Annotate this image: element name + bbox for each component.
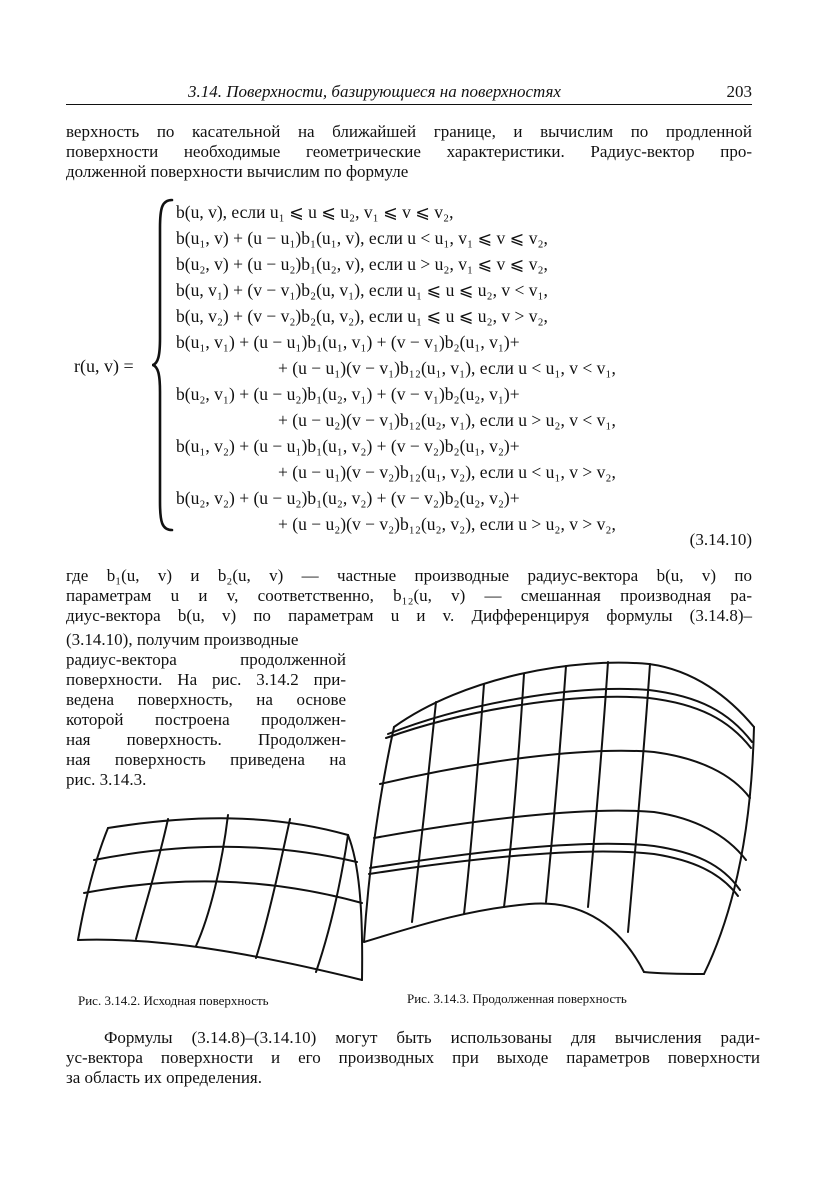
grid-line	[364, 903, 644, 972]
equation-case: b(u₁, v₁) + (u − u₁)b₁(u₁, v₁) + (v − v₁)b₂(u₁, v₁)+	[176, 332, 520, 352]
text-line: где b₁(u, v) и b₂(u, v) — частные производные радиус-вектора b(u, v) по	[66, 566, 752, 585]
equation-case: b(u₁, v₂) + (u − u₁)b₁(u₁, v₂) + (v − v₂)b₂(u₁, v₂)+	[176, 436, 520, 456]
grid-line	[644, 972, 704, 974]
text-line: ная поверхность. Продолжен-	[66, 730, 346, 749]
equation-case: + (u − u₂)(v − v₁)b₁₂(u₂, v₁), если u > u₂, v < v₁,	[278, 410, 616, 430]
text-line: диус-вектора b(u, v) по параметрам u и v. Дифференцируя формулы (3.14.8)–	[66, 606, 752, 625]
figure-extended-surface	[354, 652, 760, 980]
header-title: 3.14. Поверхности, базирующиеся на поверхностях	[188, 82, 561, 101]
grid-line	[704, 727, 754, 974]
text-line: ведена поверхность, на основе	[66, 690, 346, 709]
text-line: долженной поверхности вычислим по формуле	[66, 162, 409, 181]
text-line: за область их определения.	[66, 1068, 262, 1087]
equation-case: + (u − u₁)(v − v₂)b₁₂(u₁, v₂), если u < u₁, v > v₂,	[278, 462, 616, 482]
running-header	[66, 82, 752, 105]
grid-line	[369, 851, 738, 896]
text-line: поверхности. На рис. 3.14.2 при-	[66, 670, 346, 689]
equation-number: (3.14.10)	[689, 530, 752, 549]
text-line: Формулы (3.14.8)–(3.14.10) могут быть использованы для вычисления ради-	[104, 1028, 760, 1047]
text-line: радиус-вектора продолженной	[66, 650, 346, 669]
grid-line	[412, 702, 436, 922]
equation-case: b(u₁, v) + (u − u₁)b₁(u₁, v), если u < u₁, v₁ ⩽ v ⩽ v₂,	[176, 228, 548, 248]
text-line: рис. 3.14.3.	[66, 770, 147, 789]
grid-line	[136, 819, 168, 939]
grid-line	[628, 664, 650, 932]
equation-case: + (u − u₁)(v − v₁)b₁₂(u₁, v₁), если u < u₁, v < v₁,	[278, 358, 616, 378]
equation-lhs: r(u, v) =	[74, 356, 134, 376]
grid-line	[504, 674, 524, 907]
grid-line	[588, 662, 608, 907]
equation-case: b(u, v), если u₁ ⩽ u ⩽ u₂, v₁ ⩽ v ⩽ v₂,	[176, 202, 454, 222]
closing-paragraph	[66, 1028, 760, 1088]
text-line: верхность по касательной на ближайшей границе, и вычислим по продленной	[66, 122, 752, 141]
text-line: ус-вектора поверхности и его производных при выходе параметров поверхности	[66, 1048, 760, 1067]
intro-paragraph	[66, 122, 752, 182]
equation-case: b(u₂, v₂) + (u − u₂)b₁(u₂, v₂) + (v − v₂)b₂(u₂, v₂)+	[176, 488, 520, 508]
grid-line	[78, 828, 108, 940]
equation-case: b(u, v₁) + (v − v₁)b₂(u, v₁), если u₁ ⩽ u ⩽ u₂, v < v₁,	[176, 280, 548, 300]
grid-line	[94, 847, 357, 862]
figure-original-surface	[70, 805, 370, 985]
page-number: 203	[726, 82, 752, 101]
grid-line	[394, 663, 754, 727]
grid-line	[380, 751, 750, 798]
text-line: (3.14.10), получим производные	[66, 630, 299, 649]
grid-line	[84, 881, 362, 903]
grid-line	[464, 684, 484, 914]
text-line: параметрам u и v, соответственно, b₁₂(u, v) — смешанная производная ра-	[66, 586, 752, 605]
equation-case: b(u, v₂) + (v − v₂)b₂(u, v₂), если u₁ ⩽ u ⩽ u₂, v > v₂,	[176, 306, 548, 326]
text-line: поверхности необходимые геометрические характеристики. Радиус-вектор про-	[66, 142, 752, 161]
body-paragraph	[66, 566, 752, 626]
equation-case: + (u − u₂)(v − v₂)b₁₂(u₂, v₂), если u > u₂, v > v₂,	[278, 514, 616, 534]
figure-caption-left: Рис. 3.14.2. Исходная поверхность	[78, 993, 269, 1008]
grid-line	[256, 819, 290, 958]
equation-case: b(u₂, v) + (u − u₂)b₁(u₂, v), если u > u₂, v₁ ⩽ v ⩽ v₂,	[176, 254, 548, 274]
equation-case: b(u₂, v₁) + (u − u₂)b₁(u₂, v₁) + (v − v₁)b₂(u₂, v₁)+	[176, 384, 520, 404]
grid-line	[386, 697, 751, 748]
figure-caption-right: Рис. 3.14.3. Продолженная поверхность	[407, 991, 627, 1006]
text-line: ная поверхность приведена на	[66, 750, 346, 769]
wrapped-paragraph	[66, 630, 346, 790]
text-line: которой построена продолжен-	[66, 710, 346, 729]
grid-line	[388, 689, 752, 742]
left-brace	[152, 198, 174, 532]
